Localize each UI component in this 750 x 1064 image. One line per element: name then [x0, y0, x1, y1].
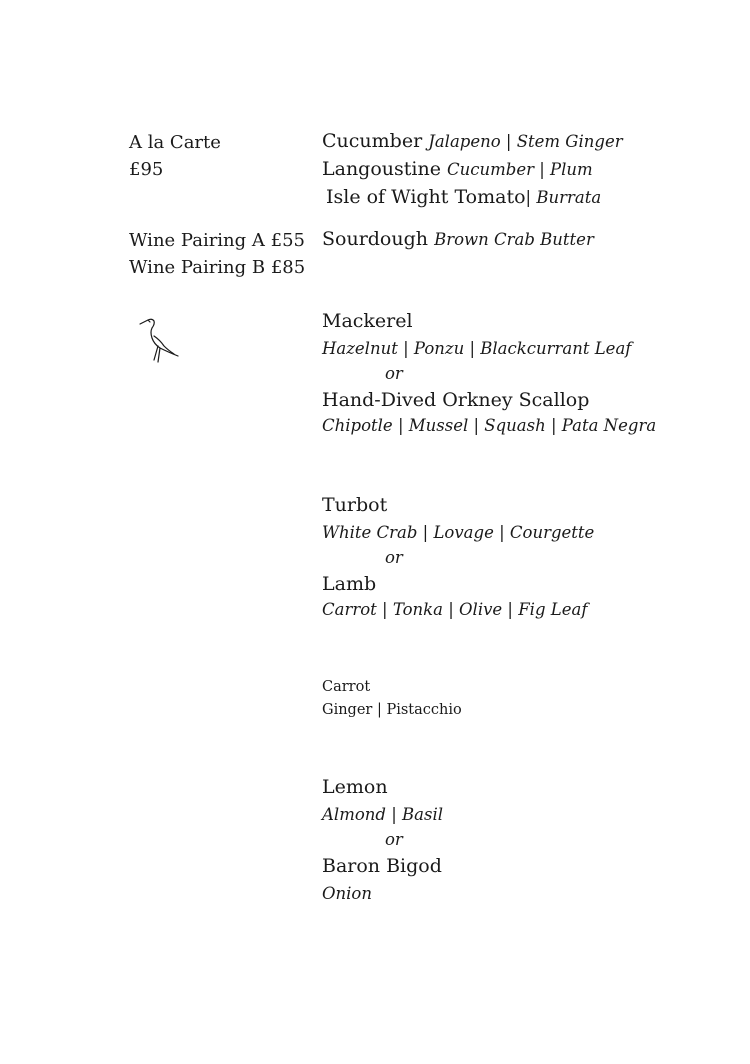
bread-name: Sourdough — [322, 228, 429, 250]
course-two-or: or — [385, 548, 403, 567]
snack-langoustine — [322, 158, 593, 180]
heron-icon — [138, 314, 184, 364]
dessert-a-name: Lemon — [322, 776, 388, 798]
snack-tomato — [326, 186, 601, 208]
a-la-carte-block — [129, 129, 221, 183]
course-one-b-desc: Chipotle | Mussel | Squash | Pata Negra — [322, 416, 657, 435]
course-one-a-name: Mackerel — [322, 310, 413, 332]
bread-desc: Brown Crab Butter — [434, 230, 594, 249]
snack-cucumber — [322, 130, 623, 152]
pre-dessert-line1: Carrot — [322, 679, 371, 695]
wine-pairing-block — [129, 227, 305, 281]
course-one-b-name: Hand-Dived Orkney Scallop — [322, 389, 590, 411]
course-two-a-desc: White Crab | Lovage | Courgette — [322, 523, 595, 542]
dessert-or: or — [385, 830, 403, 849]
course-one-or: or — [385, 364, 403, 383]
snack-cucumber-desc: Jalapeno | Stem Ginger — [428, 132, 623, 151]
dessert-b-name: Baron Bigod — [322, 855, 442, 877]
snack-langoustine-name: Langoustine — [322, 158, 441, 180]
snack-tomato-name: Isle of Wight Tomato — [326, 186, 526, 208]
dessert-a-desc: Almond | Basil — [322, 805, 443, 824]
snack-tomato-desc: | Burrata — [525, 188, 602, 207]
bread-sourdough — [322, 228, 594, 250]
course-two-b-name: Lamb — [322, 573, 377, 595]
pre-dessert-line2: Ginger | Pistacchio — [322, 702, 462, 718]
a-la-carte-price: £95 — [129, 159, 164, 180]
a-la-carte-title: A la Carte — [129, 132, 221, 153]
snack-cucumber-name: Cucumber — [322, 130, 423, 152]
course-two-b-desc: Carrot | Tonka | Olive | Fig Leaf — [322, 600, 588, 619]
wine-pairing-a: Wine Pairing A £55 — [129, 230, 305, 251]
course-two-a-name: Turbot — [322, 494, 388, 516]
dessert-b-desc: Onion — [322, 884, 372, 903]
wine-pairing-b: Wine Pairing B £85 — [129, 257, 306, 278]
course-one-a-desc: Hazelnut | Ponzu | Blackcurrant Leaf — [322, 339, 632, 358]
snack-langoustine-desc: Cucumber | Plum — [447, 160, 593, 179]
